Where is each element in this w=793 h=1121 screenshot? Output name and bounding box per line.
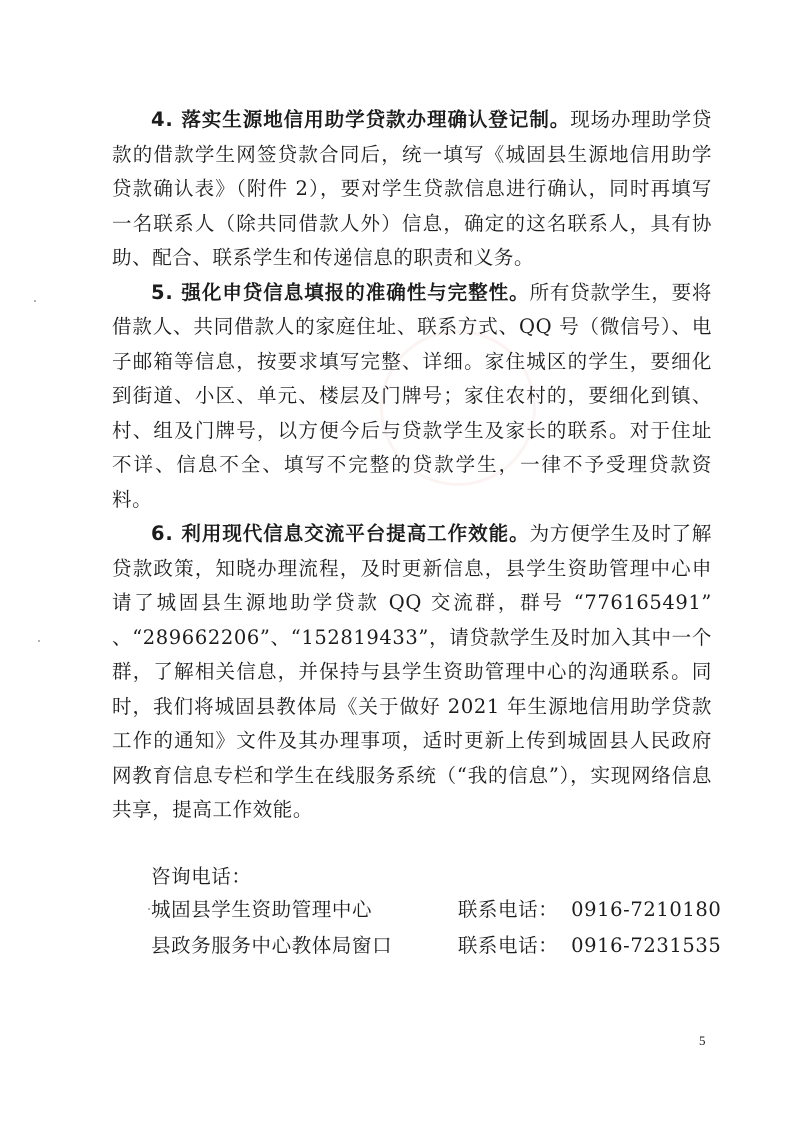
scan-speck xyxy=(148,908,150,910)
contact-phone-label: 联系电话： xyxy=(457,898,559,921)
paragraph-6-heading: 6. 利用现代信息交流平台提高工作效能。 xyxy=(151,522,530,545)
paragraph-4-heading: 4. 落实生源地信用助学贷款办理确认登记制。 xyxy=(151,108,571,131)
scan-speck xyxy=(38,640,40,642)
contact-organization: 城固县学生资助管理中心 xyxy=(151,898,373,921)
contact-organization: 县政务服务中心教体局窗口 xyxy=(151,934,393,957)
contact-row xyxy=(151,929,721,963)
paragraph-6 xyxy=(112,517,712,828)
paragraph-5 xyxy=(112,276,712,518)
contact-phone-label: 联系电话： xyxy=(457,934,559,957)
consult-label: 咨询电话： xyxy=(151,865,252,888)
paragraph-4-body: 现场办理助学贷款的借款学生网签贷款合同后，统一填写《城固县生源地信用助学贷款确认表》（附件 2），要对学生贷款信息进行确认，同时再填写一名联系人（除共同借款人外）信息，确定的这名联系人，具有协助、配合、联系学生和传递信息的职责和义务。 xyxy=(112,108,713,269)
contact-row xyxy=(151,893,721,927)
contact-phone-number: 0916-7231535 xyxy=(571,934,722,957)
paragraph-5-heading: 5. 强化申贷信息填报的准确性与完整性。 xyxy=(151,280,530,304)
scan-speck xyxy=(34,300,36,302)
paragraph-6-body: 为方便学生及时了解贷款政策，知晓办理流程，及时更新信息，县学生资助管理中心申请了城固县生源地助学贷款 QQ 交流群，群号 “776165491” 、“289662206”、“152819433”，请贷款学生及时加入其中一个群，了解相关信息，并保持与县学生资助管理中心的沟通联系。同时，我们将城固县教体局《关于做好 2021 年生源地信用助学贷款工作的通知》文件及其办理事项，适时更新上传到城固县人民政府网教育信息专栏和学生在线服务系统（“我的信息”），实现网络信息共享，提高工作效能。 xyxy=(112,522,712,821)
body-text xyxy=(112,103,712,828)
paragraph-4 xyxy=(112,103,712,276)
contact-phone-number: 0916-7210180 xyxy=(571,898,722,921)
paragraph-5-body: 所有贷款学生，要将借款人、共同借款人的家庭住址、联系方式、QQ 号（微信号）、电子邮箱等信息，按要求填写完整、详细。家住城区的学生，要细化到街道、小区、单元、楼层及门牌号；家住农村的，要细化到镇、村、组及门牌号，以方便今后与贷款学生及家长的联系。对于住址不详、信息不全、填写不完整的贷款学生，一律不予受理贷款资料。 xyxy=(112,280,712,511)
page-number: 5 xyxy=(699,1033,706,1048)
